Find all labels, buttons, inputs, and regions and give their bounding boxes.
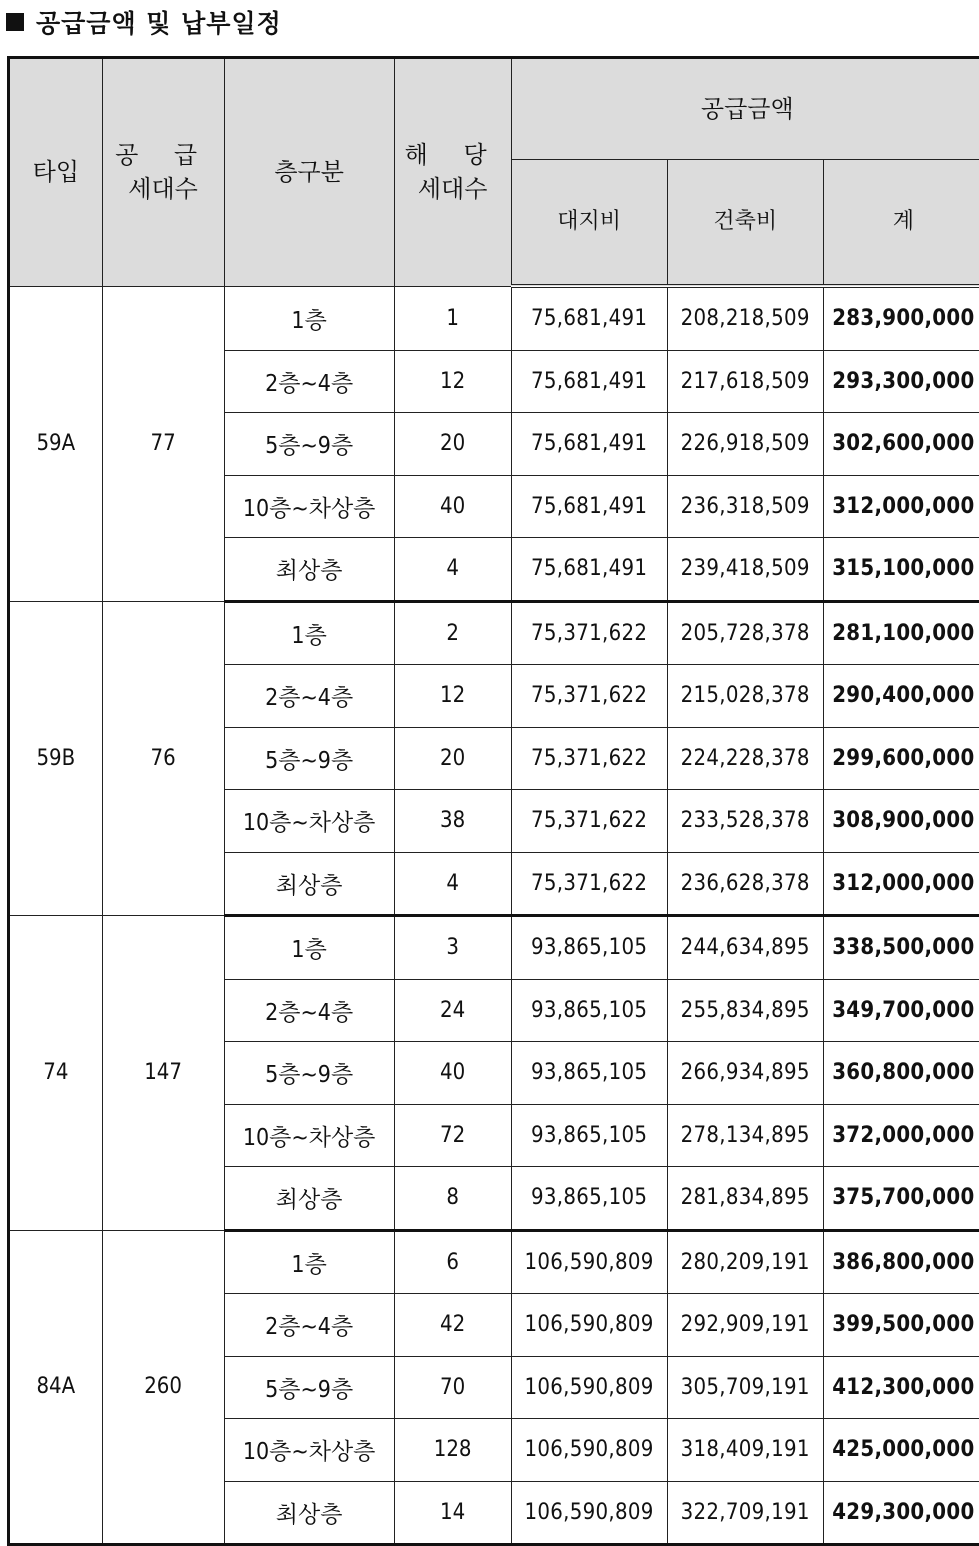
land-cost-cell: 75,681,491 [511,286,667,350]
total-price-cell: 308,900,000 [823,790,979,853]
land-cost-cell: 93,865,105 [511,916,667,980]
floor-cell: 2층~4층 [224,350,394,413]
total-price-cell: 338,500,000 [823,916,979,980]
units-cell: 4 [394,538,511,602]
section-title-text: 공급금액 및 납부일정 [36,9,282,38]
building-cost-cell: 236,628,378 [667,852,823,916]
floor-cell: 10층~차상층 [224,1104,394,1167]
land-cost-cell: 75,681,491 [511,538,667,602]
land-cost-cell: 75,681,491 [511,350,667,413]
floor-cell: 최상층 [224,538,394,602]
land-cost-cell: 93,865,105 [511,1104,667,1167]
building-cost-cell: 292,909,191 [667,1294,823,1357]
building-cost-cell: 280,209,191 [667,1230,823,1294]
type-cell: 74 [9,916,103,1231]
type-cell: 59B [9,601,103,916]
total-price-cell: 283,900,000 [823,286,979,350]
floor-cell: 1층 [224,1230,394,1294]
floor-cell: 5층~9층 [224,727,394,790]
floor-cell: 1층 [224,916,394,980]
floor-cell: 최상층 [224,1167,394,1231]
floor-cell: 5층~9층 [224,1356,394,1419]
total-price-cell: 312,000,000 [823,852,979,916]
units-cell: 40 [394,1042,511,1105]
total-price-cell: 429,300,000 [823,1481,979,1545]
land-cost-cell: 75,371,622 [511,727,667,790]
units-cell: 20 [394,413,511,476]
supply-price-table [7,56,979,1546]
section-title [6,4,282,40]
supply-units-cell: 76 [102,601,224,916]
building-cost-cell: 278,134,895 [667,1104,823,1167]
land-cost-cell: 93,865,105 [511,979,667,1042]
total-price-cell: 386,800,000 [823,1230,979,1294]
floor-cell: 10층~차상층 [224,790,394,853]
total-price-cell: 425,000,000 [823,1419,979,1482]
building-cost-cell: 233,528,378 [667,790,823,853]
building-cost-cell: 281,834,895 [667,1167,823,1231]
floor-cell: 최상층 [224,852,394,916]
units-cell: 20 [394,727,511,790]
total-price-cell: 360,800,000 [823,1042,979,1105]
building-cost-cell: 266,934,895 [667,1042,823,1105]
land-cost-cell: 106,590,809 [511,1481,667,1545]
units-cell: 72 [394,1104,511,1167]
table-header [9,58,979,287]
building-cost-cell: 322,709,191 [667,1481,823,1545]
header-land: 대지비 [511,160,667,287]
units-cell: 2 [394,601,511,665]
total-price-cell: 372,000,000 [823,1104,979,1167]
units-cell: 12 [394,665,511,728]
header-building: 건축비 [667,160,823,287]
floor-cell: 1층 [224,286,394,350]
units-cell: 6 [394,1230,511,1294]
header-type: 타입 [9,58,103,287]
building-cost-cell: 244,634,895 [667,916,823,980]
building-cost-cell: 226,918,509 [667,413,823,476]
total-price-cell: 399,500,000 [823,1294,979,1357]
land-cost-cell: 93,865,105 [511,1042,667,1105]
total-price-cell: 312,000,000 [823,475,979,538]
total-price-cell: 349,700,000 [823,979,979,1042]
land-cost-cell: 106,590,809 [511,1230,667,1294]
floor-cell: 10층~차상층 [224,475,394,538]
floor-cell: 10층~차상층 [224,1419,394,1482]
land-cost-cell: 106,590,809 [511,1356,667,1419]
total-price-cell: 281,100,000 [823,601,979,665]
table-body [9,286,979,1545]
units-cell: 40 [394,475,511,538]
building-cost-cell: 224,228,378 [667,727,823,790]
header-units: 해 당 세대수 [394,58,511,287]
header-supply-units: 공 급 세대수 [102,58,224,287]
units-cell: 70 [394,1356,511,1419]
header-floor: 층구분 [224,58,394,287]
floor-cell: 2층~4층 [224,665,394,728]
land-cost-cell: 106,590,809 [511,1294,667,1357]
floor-cell: 5층~9층 [224,413,394,476]
supply-units-cell: 260 [102,1230,224,1545]
floor-cell: 5층~9층 [224,1042,394,1105]
table-row [9,601,979,665]
total-price-cell: 375,700,000 [823,1167,979,1231]
square-bullet-icon [6,13,24,31]
land-cost-cell: 75,371,622 [511,790,667,853]
total-price-cell: 315,100,000 [823,538,979,602]
type-cell: 59A [9,286,103,601]
building-cost-cell: 318,409,191 [667,1419,823,1482]
units-cell: 38 [394,790,511,853]
header-price-group: 공급금액 [511,58,979,160]
total-price-cell: 412,300,000 [823,1356,979,1419]
total-price-cell: 299,600,000 [823,727,979,790]
units-cell: 4 [394,852,511,916]
building-cost-cell: 215,028,378 [667,665,823,728]
building-cost-cell: 236,318,509 [667,475,823,538]
building-cost-cell: 208,218,509 [667,286,823,350]
building-cost-cell: 305,709,191 [667,1356,823,1419]
floor-cell: 1층 [224,601,394,665]
building-cost-cell: 255,834,895 [667,979,823,1042]
floor-cell: 2층~4층 [224,1294,394,1357]
units-cell: 14 [394,1481,511,1545]
land-cost-cell: 75,681,491 [511,413,667,476]
type-cell: 84A [9,1230,103,1545]
units-cell: 24 [394,979,511,1042]
table-row [9,916,979,980]
total-price-cell: 290,400,000 [823,665,979,728]
supply-units-cell: 77 [102,286,224,601]
land-cost-cell: 75,371,622 [511,601,667,665]
units-cell: 128 [394,1419,511,1482]
table-row [9,286,979,350]
building-cost-cell: 217,618,509 [667,350,823,413]
land-cost-cell: 106,590,809 [511,1419,667,1482]
supply-units-cell: 147 [102,916,224,1231]
total-price-cell: 302,600,000 [823,413,979,476]
units-cell: 3 [394,916,511,980]
building-cost-cell: 205,728,378 [667,601,823,665]
land-cost-cell: 93,865,105 [511,1167,667,1231]
units-cell: 1 [394,286,511,350]
floor-cell: 최상층 [224,1481,394,1545]
units-cell: 42 [394,1294,511,1357]
land-cost-cell: 75,371,622 [511,665,667,728]
header-total: 계 [823,160,979,287]
floor-cell: 2층~4층 [224,979,394,1042]
units-cell: 8 [394,1167,511,1231]
land-cost-cell: 75,681,491 [511,475,667,538]
land-cost-cell: 75,371,622 [511,852,667,916]
building-cost-cell: 239,418,509 [667,538,823,602]
units-cell: 12 [394,350,511,413]
total-price-cell: 293,300,000 [823,350,979,413]
table-row [9,1230,979,1294]
